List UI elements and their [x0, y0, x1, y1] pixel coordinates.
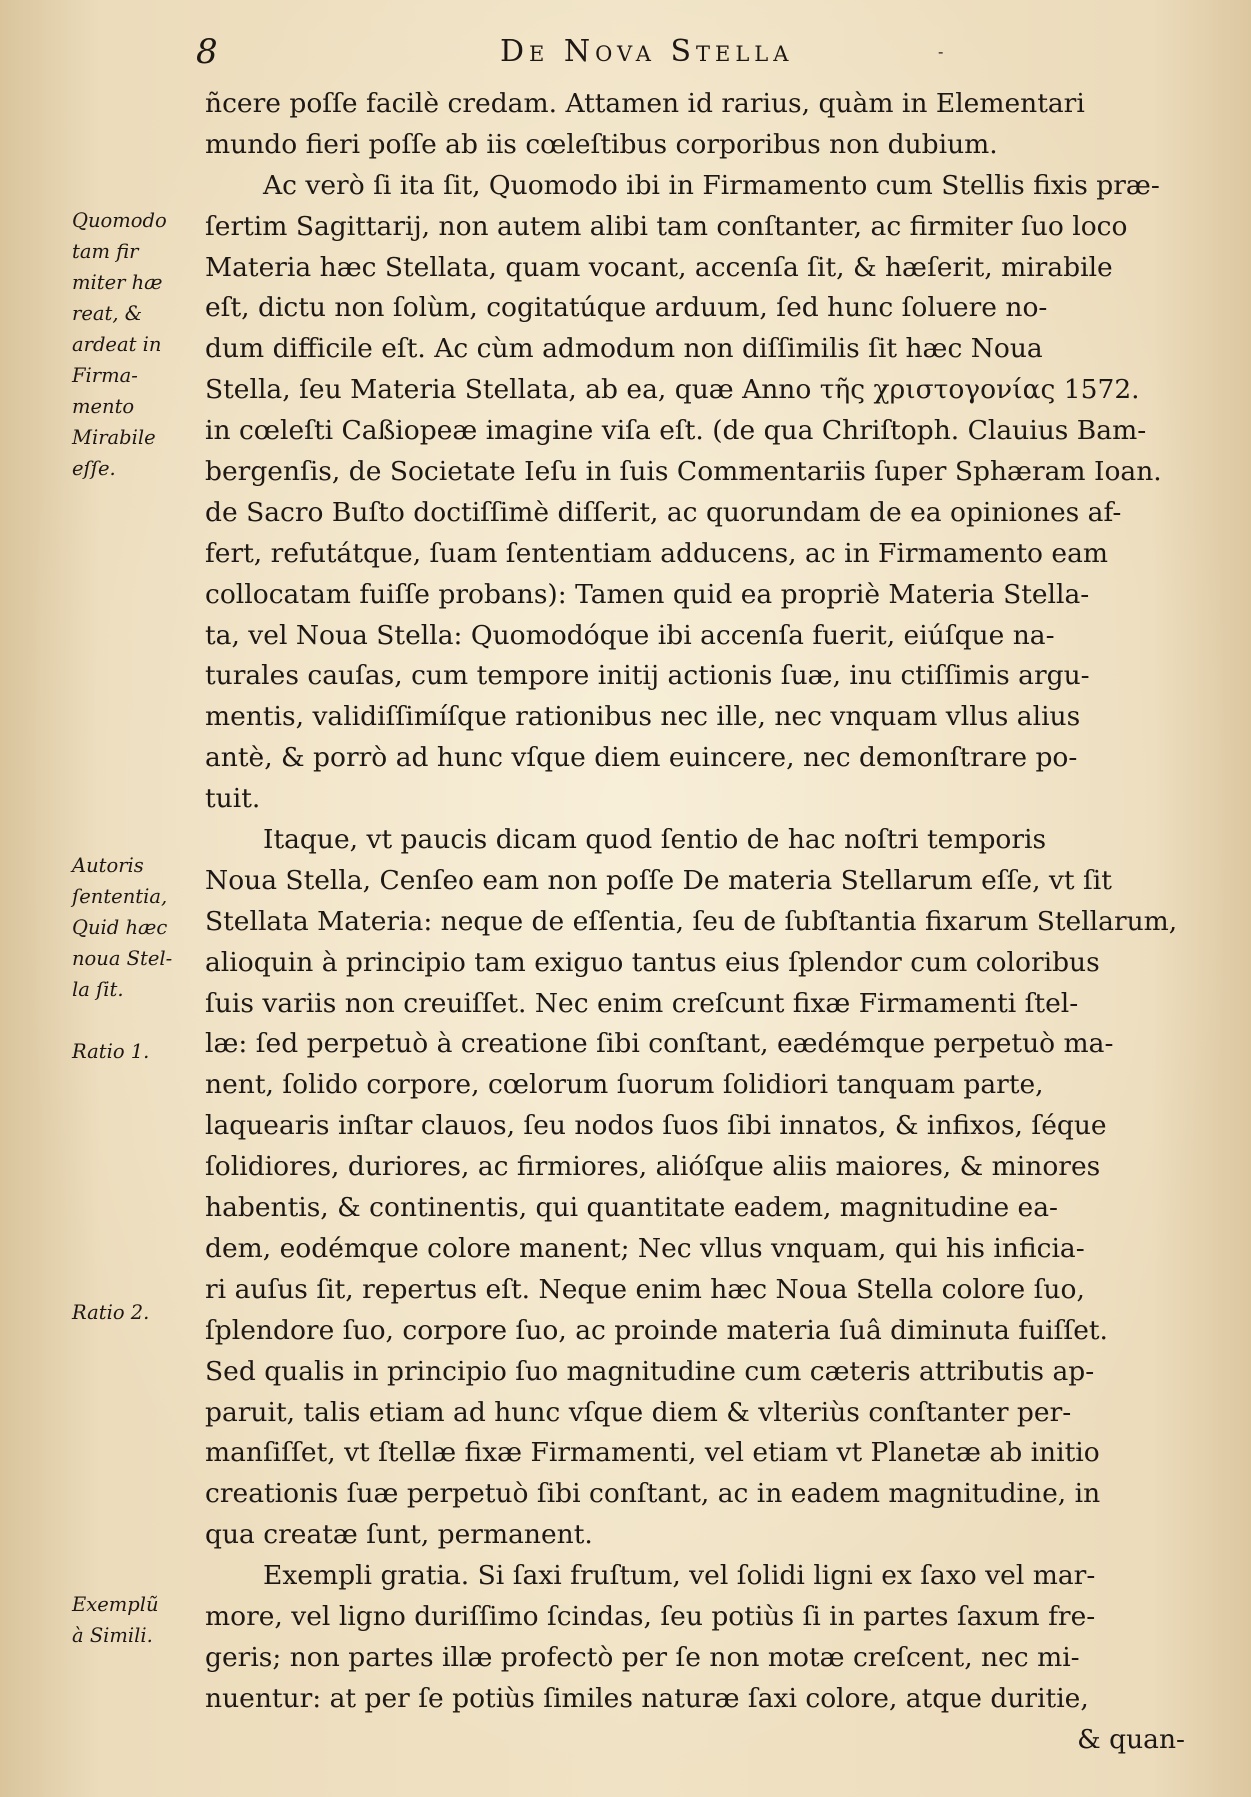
text-line: ſolidiores, duriores, ac firmiores, alióſque aliis maiores, & minores	[205, 1151, 1101, 1183]
text-line: antè, & porrò ad hunc vſque diem euincere, nec demonſtrare po-	[205, 742, 1078, 774]
text-line: Exempli gratia. Si ſaxi fruſtum, vel ſolidi ligni ex ſaxo vel mar-	[263, 1560, 1096, 1592]
text-line: Sed qualis in principio ſuo magnitudine cum cæteris attributis ap-	[205, 1355, 1095, 1387]
text-line: habentis, & continentis, qui quantitate eadem, magnitudine ea-	[205, 1192, 1058, 1224]
text-line: laquearis inſtar clauos, ſeu nodos ſuos ſibi innatos, & infixos, ſéque	[205, 1110, 1107, 1142]
text-line: ta, vel Noua Stella: Quomodóque ibi accenſa fuerit, eiúſque na-	[205, 619, 1055, 651]
margin-line: ſententia,	[72, 885, 168, 908]
margin-note-autoris	[72, 850, 200, 1005]
margin-line: mento	[72, 395, 135, 418]
page-header	[0, 32, 1251, 82]
margin-line: la ſit.	[72, 978, 124, 1001]
text-line: Noua Stella, Cenſeo eam non poſſe De materia Stellarum eſſe, vt ſit	[205, 864, 1112, 896]
text-line: eſt, dictu non ſolùm, cogitatúque arduum, ſed hunc ſoluere no-	[205, 292, 1048, 324]
margin-line: reat, &	[72, 302, 143, 325]
margin-note-ratio-2	[72, 1297, 200, 1328]
margin-note-exemplum	[72, 1589, 200, 1651]
text-line: mentis, validiſſimíſque rationibus nec ille, nec vnquam vllus alius	[205, 701, 1081, 733]
text-line: fert, refutátque, ſuam ſententiam adducens, ac in Firmamento eam	[205, 537, 1109, 569]
running-title: De Nova Stella	[500, 34, 794, 69]
page-number: 8	[196, 32, 218, 72]
margin-note-ratio-1	[72, 1036, 200, 1067]
text-line: de Sacro Buſto doctiſſimè diſſerit, ac quorundam de ea opiniones af-	[205, 496, 1122, 528]
text-line: geris; non partes illæ profectò per ſe non motæ creſcent, nec mi-	[205, 1641, 1080, 1673]
margin-line: ardeat in	[72, 333, 162, 356]
margin-line: Quomodo	[72, 209, 167, 232]
text-line: ſuis variis non creuiſſet. Nec enim creſcunt fixæ Firmamenti ſtel-	[205, 987, 1079, 1019]
main-text	[205, 84, 1185, 1761]
text-line: in cœleſti Caßiopeæ imagine viſa eſt. (de qua Chriſtoph. Clauius Bam-	[205, 415, 1147, 447]
text-line: manſiſſet, vt ſtellæ fixæ Firmamenti, vel etiam vt Planetæ ab initio	[205, 1437, 1100, 1469]
margin-line: Autoris	[72, 854, 144, 877]
text-line: Materia hæc Stellata, quam vocant, accenſa ſit, & hæſerit, mirabile	[205, 251, 1113, 283]
margin-line: Ratio 2.	[72, 1301, 150, 1324]
text-line: paruit, talis etiam ad hunc vſque diem & vlteriùs conſtanter per-	[205, 1396, 1072, 1428]
margin-line: Exemplũ	[72, 1593, 159, 1616]
text-line: qua creatæ ſunt, permanent.	[205, 1519, 593, 1551]
text-line: ſplendore ſuo, corpore ſuo, ac proinde materia ſuâ diminuta fuiſſet.	[205, 1314, 1108, 1346]
margin-line: Firma-	[72, 364, 138, 387]
text-line: more, vel ligno duriſſimo ſcindas, ſeu potiùs ſi in partes ſaxum fre-	[205, 1600, 1096, 1632]
text-line: turales cauſas, cum tempore initij actionis ſuæ, inu ctiſſimis argu-	[205, 660, 1090, 692]
text-line: Itaque, vt paucis dicam quod ſentio de hac noſtri temporis	[263, 824, 1047, 856]
text-line: Ac verò ſi ita ſit, Quomodo ibi in Firmamento cum Stellis fixis præ-	[263, 169, 1160, 201]
text-line: dem, eodémque colore manent; Nec vllus vnquam, qui his inficia-	[205, 1232, 1085, 1264]
text-line: Stellata Materia: neque de eſſentia, ſeu de ſubſtantia fixarum Stellarum,	[205, 905, 1178, 937]
text-line: creationis ſuæ perpetuò ſibi conſtant, ac in eadem magnitudine, in	[205, 1478, 1101, 1510]
margin-line: Ratio 1.	[72, 1040, 150, 1063]
margin-line: à Simili.	[72, 1624, 153, 1647]
catchword: & quan-	[1077, 1723, 1185, 1755]
text-line: ſertim Sagittarij, non autem alibi tam conſtanter, ac firmiter ſuo loco	[205, 210, 1128, 242]
text-line: læ: ſed perpetuò à creatione ſibi conſtant, eædémque perpetuò ma-	[205, 1028, 1114, 1060]
text-line: nent, ſolido corpore, cœlorum ſuorum ſolidiori tanquam parte,	[205, 1069, 1044, 1101]
header-mark: -	[938, 42, 944, 61]
text-line: Stella, ſeu Materia Stellata, ab ea, quæ Anno τῆς χριστογονίας 1572.	[205, 374, 1140, 406]
text-line: collocatam fuiſſe probans): Tamen quid ea propriè Materia Stella-	[205, 578, 1090, 610]
text-line: alioquin à principio tam exiguo tantus eius ſplendor cum coloribus	[205, 946, 1100, 978]
margin-line: eſſe.	[72, 457, 116, 480]
margin-line: noua Stel-	[72, 947, 173, 970]
text-line: mundo fieri poſſe ab iis cœleſtibus corporibus non dubium.	[205, 128, 998, 160]
text-line: ñcere poſſe facilè credam. Attamen id rarius, quàm in Elementari	[205, 88, 1085, 119]
margin-line: tam fir	[72, 240, 139, 263]
text-line: ri auſus ſit, repertus eſt. Neque enim hæc Noua Stella colore ſuo,	[205, 1273, 1085, 1305]
margin-line: miter hæ	[72, 271, 163, 294]
text-line: bergenſis, de Societate Ieſu in ſuis Commentariis ſuper Sphæram Ioan.	[205, 456, 1162, 488]
margin-line: Mirabile	[72, 426, 156, 449]
margin-note-quomodo	[72, 205, 200, 484]
text-line: tuit.	[205, 783, 261, 815]
margin-line: Quid hæc	[72, 916, 168, 939]
text-line: nuentur: at per ſe potiùs ſimiles naturæ ſaxi colore, atque duritie,	[205, 1682, 1089, 1714]
text-line: dum difficile eſt. Ac cùm admodum non diſſimilis ſit hæc Noua	[205, 333, 1043, 365]
